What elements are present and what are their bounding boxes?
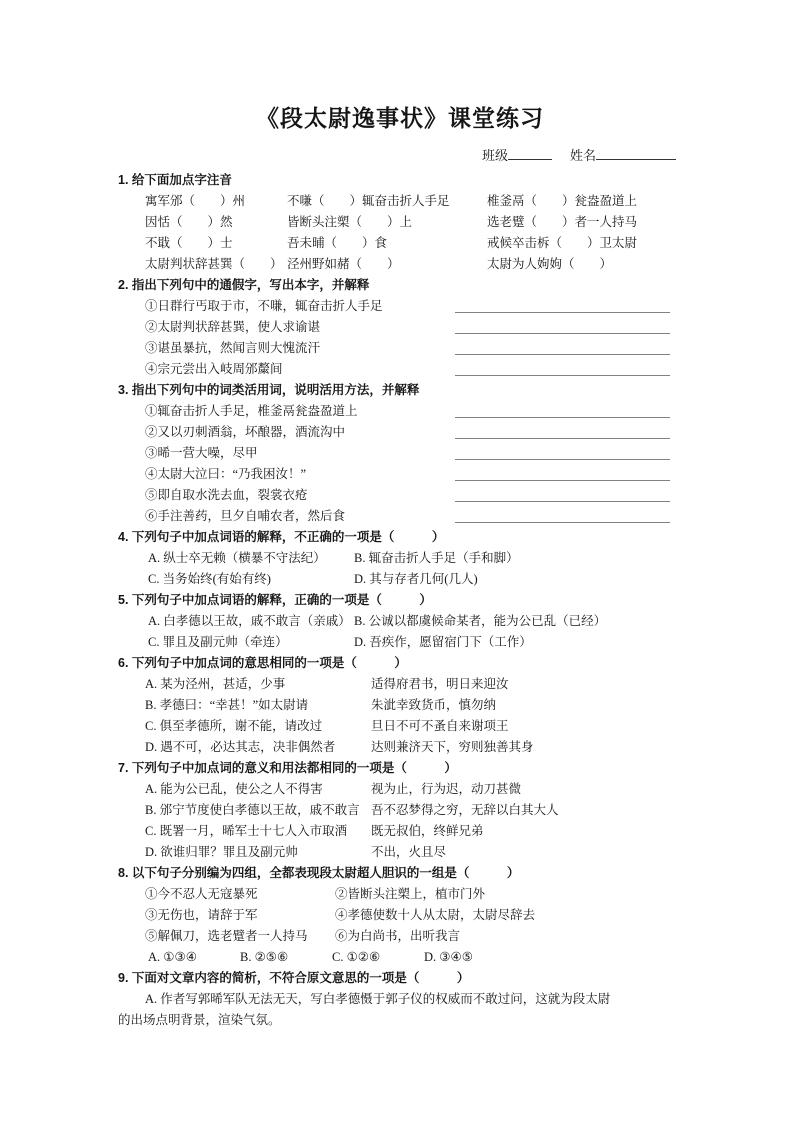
- q2-item-text: ②太尉判状辞甚巽，使人求谕谌: [145, 320, 321, 334]
- q5-header: 5. 下列句子中加点词语的解释，正确的一项是（ ）: [118, 593, 432, 607]
- q1-row: [118, 254, 670, 275]
- answer-line: [455, 359, 670, 376]
- q1-header: 1. 给下面加点字注音: [118, 173, 232, 187]
- q6-pair-left: A. 某为泾州，甚适，少事: [145, 677, 286, 691]
- name-label: 姓名: [570, 148, 597, 163]
- q7-pair-left: C. 既署一月，晞军士十七人入市取酒: [145, 824, 348, 838]
- q1-cell: 太尉判状辞甚巽（ ）: [145, 257, 283, 271]
- answer-line: [455, 422, 670, 439]
- page-title: 《段太尉逸事状》课堂练习: [256, 105, 544, 131]
- q2-item: [118, 317, 670, 338]
- q9-header: 9. 下面对文章内容的简析，不符合原文意思的一项是（ ）: [118, 971, 470, 985]
- answer-line: [455, 338, 670, 355]
- q9-option-a-paragraph: A. 作者写郭晞军队无法无天，写白孝德慑于郭子仪的权威而不敢过问，这就为段太尉的出场点明背景，渲染气氛。: [118, 992, 611, 1027]
- q5-option-a: A. 白孝德以王故，戚不敢言（亲戚）: [148, 614, 351, 628]
- q6-pair: [118, 737, 670, 758]
- q1-cell: 戒候卒击柝（ ）卫太尉: [487, 236, 638, 250]
- q1-row: [118, 233, 670, 254]
- q4-option-b: B. 辄奋击折人手足（手和脚）: [354, 551, 519, 565]
- q7-pair: [118, 842, 670, 863]
- q3-item-text: ②又以刃刺酒翁，坏酿器，酒流沟中: [145, 425, 346, 439]
- q3-header: 3. 指出下列句中的词类活用词，说明活用方法，并解释: [118, 383, 420, 397]
- q7-pair-right: 视为止，行为迟，动刀甚微: [371, 782, 522, 796]
- q7-pair-right: 吾不忍梦得之穷，无辞以白其大人: [371, 803, 559, 817]
- q7-pair: [118, 779, 670, 800]
- q3-item-text: ⑤即自取水洗去血，裂裳衣疮: [145, 488, 308, 502]
- q6-pair: [118, 674, 670, 695]
- q2-item: [118, 338, 670, 359]
- q8-group-item: ⑥为白尚书，出听我言: [335, 929, 461, 943]
- answer-line: [455, 485, 670, 502]
- q1-cell: 椎釜鬲（ ）瓮盎盈道上: [487, 194, 638, 208]
- q6-pair-right: 达则兼济天下，穷则独善其身: [371, 740, 534, 754]
- q1-cell: 寓军邠（ ）州: [145, 194, 246, 208]
- q7-pair-left: B. 邠宁节度使白孝德以王故，戚不敢言: [145, 803, 360, 817]
- student-info-row: [0, 145, 800, 166]
- q8-group-item: ③无伤也，请辞于军: [145, 908, 258, 922]
- q7-pair-left: A. 能为公已乱，使公之人不得害: [145, 782, 323, 796]
- class-blank-line: [508, 146, 552, 160]
- q5-option-c: C. 罪且及副元帅（牵连）: [148, 635, 288, 649]
- q1-row: [118, 191, 670, 212]
- q8-group-row: [118, 884, 670, 905]
- q1-cell: 不嗛（ ）辄奋击折人手足: [287, 194, 450, 208]
- q3-item: [118, 401, 670, 422]
- q6-pair-right: 旦日不可不蚤自来谢项王: [371, 719, 509, 733]
- q5-options-row: [118, 632, 670, 653]
- q4-options-row: [118, 569, 670, 590]
- q1-cell: 皆断头注槊（ ）上: [287, 215, 413, 229]
- q4-option-c: C. 当务始终(有始有终): [148, 572, 271, 586]
- name-blank-line: [596, 146, 676, 160]
- q3-item: [118, 422, 670, 443]
- q8-choice-d: D. ③④⑤: [424, 950, 473, 964]
- q3-item-text: ④太尉大泣曰：“乃我困汝！”: [145, 467, 307, 481]
- q5-option-d: D. 吾疾作，愿留宿门下（工作）: [354, 635, 532, 649]
- q2-header: 2. 指出下列句中的通假字，写出本字，并解释: [118, 278, 370, 292]
- q1-cell: 不戢（ ）士: [145, 236, 233, 250]
- q8-group-item: ①今不忍人无寇暴死: [145, 887, 258, 901]
- q2-item-text: ③谌虽暴抗，然闻言则大愧流汗: [145, 341, 321, 355]
- q7-pair-right: 既无叔伯，终鲜兄弟: [371, 824, 484, 838]
- q2-item-text: ④宗元尝出入岐周邠斄间: [145, 362, 283, 376]
- q7-pair-right: 不出，火且尽: [371, 845, 447, 859]
- q6-header: 6. 下列句子中加点词的意思相同的一项是（ ）: [118, 656, 407, 670]
- q7-pair: [118, 821, 670, 842]
- q4-options-row: [118, 548, 670, 569]
- q8-group-item: ⑤解佩刀，选老躄者一人持马: [145, 929, 308, 943]
- answer-line: [455, 443, 670, 460]
- q8-choice-a: A. ①③④: [148, 950, 197, 964]
- q8-header: 8. 以下句子分别编为四组，全都表现段太尉超人胆识的一组是（ ）: [118, 866, 520, 880]
- worksheet-body: [0, 170, 670, 1031]
- answer-line: [455, 464, 670, 481]
- q8-choice-c: C. ①②⑥: [332, 950, 381, 964]
- q2-item-text: ①日群行丐取于市，不嗛，辄奋击折人手足: [145, 299, 383, 313]
- q1-cell: 吾未晡（ ）食: [287, 236, 388, 250]
- q1-cell: 太尉为人姁姁（ ）: [487, 257, 613, 271]
- q3-item-text: ①辄奋击折人手足，椎釜鬲瓮盎盈道上: [145, 404, 358, 418]
- q7-pair: [118, 800, 670, 821]
- q6-pair-left: B. 孝德曰：“幸甚！”如太尉请: [145, 698, 309, 712]
- q8-group-item: ②皆断头注槊上，植市门外: [335, 887, 486, 901]
- class-label: 班级: [482, 148, 509, 163]
- answer-line: [455, 401, 670, 418]
- q3-item: [118, 464, 670, 485]
- q7-pair-left: D. 欲谁归罪？罪且及副元帅: [145, 845, 298, 859]
- q3-item: [118, 506, 670, 527]
- q4-header: 4. 下列句子中加点词语的解释，不正确的一项是（ ）: [118, 530, 445, 544]
- q8-choice-b: B. ②⑤⑥: [240, 950, 289, 964]
- q6-pair-right: 朱泚幸致货币，慎勿纳: [371, 698, 497, 712]
- answer-line: [455, 296, 670, 313]
- q6-pair-left: D. 遇不可，必达其志，决非偶然者: [145, 740, 336, 754]
- q6-pair: [118, 716, 670, 737]
- q4-option-d: D. 其与存者几何(几人): [354, 572, 478, 586]
- q5-option-b: B. 公诚以都虞候命某者，能为公已乱（已经）: [354, 614, 607, 628]
- q3-item-text: ③晞一营大噪，尽甲: [145, 446, 258, 460]
- q5-options-row: [118, 611, 670, 632]
- q6-pair-right: 适得府君书，明日来迎汝: [371, 677, 509, 691]
- q1-row: [118, 212, 670, 233]
- q3-item-text: ⑥手注善药，旦夕自哺农者，然后食: [145, 509, 346, 523]
- q8-group-row: [118, 926, 670, 947]
- q3-item: [118, 485, 670, 506]
- q1-cell: 选老躄（ ）者一人持马: [487, 215, 638, 229]
- q1-cell: 因恬（ ）然: [145, 215, 233, 229]
- q4-option-a: A. 纵士卒无赖（横暴不守法纪）: [148, 551, 326, 565]
- q2-item: [118, 359, 670, 380]
- answer-line: [455, 317, 670, 334]
- q2-item: [118, 296, 670, 317]
- q8-choices-row: [118, 947, 670, 968]
- q3-item: [118, 443, 670, 464]
- q6-pair: [118, 695, 670, 716]
- q8-group-row: [118, 905, 670, 926]
- q7-header: 7. 下列句子中加点词的意义和用法都相同的一项是（ ）: [118, 761, 457, 775]
- answer-line: [455, 506, 670, 523]
- q1-cell: 泾州野如赭（ ）: [287, 257, 400, 271]
- q6-pair-left: C. 俱至孝德所，谢不能，请改过: [145, 719, 323, 733]
- q8-group-item: ④孝德使数十人从太尉，太尉尽辞去: [335, 908, 536, 922]
